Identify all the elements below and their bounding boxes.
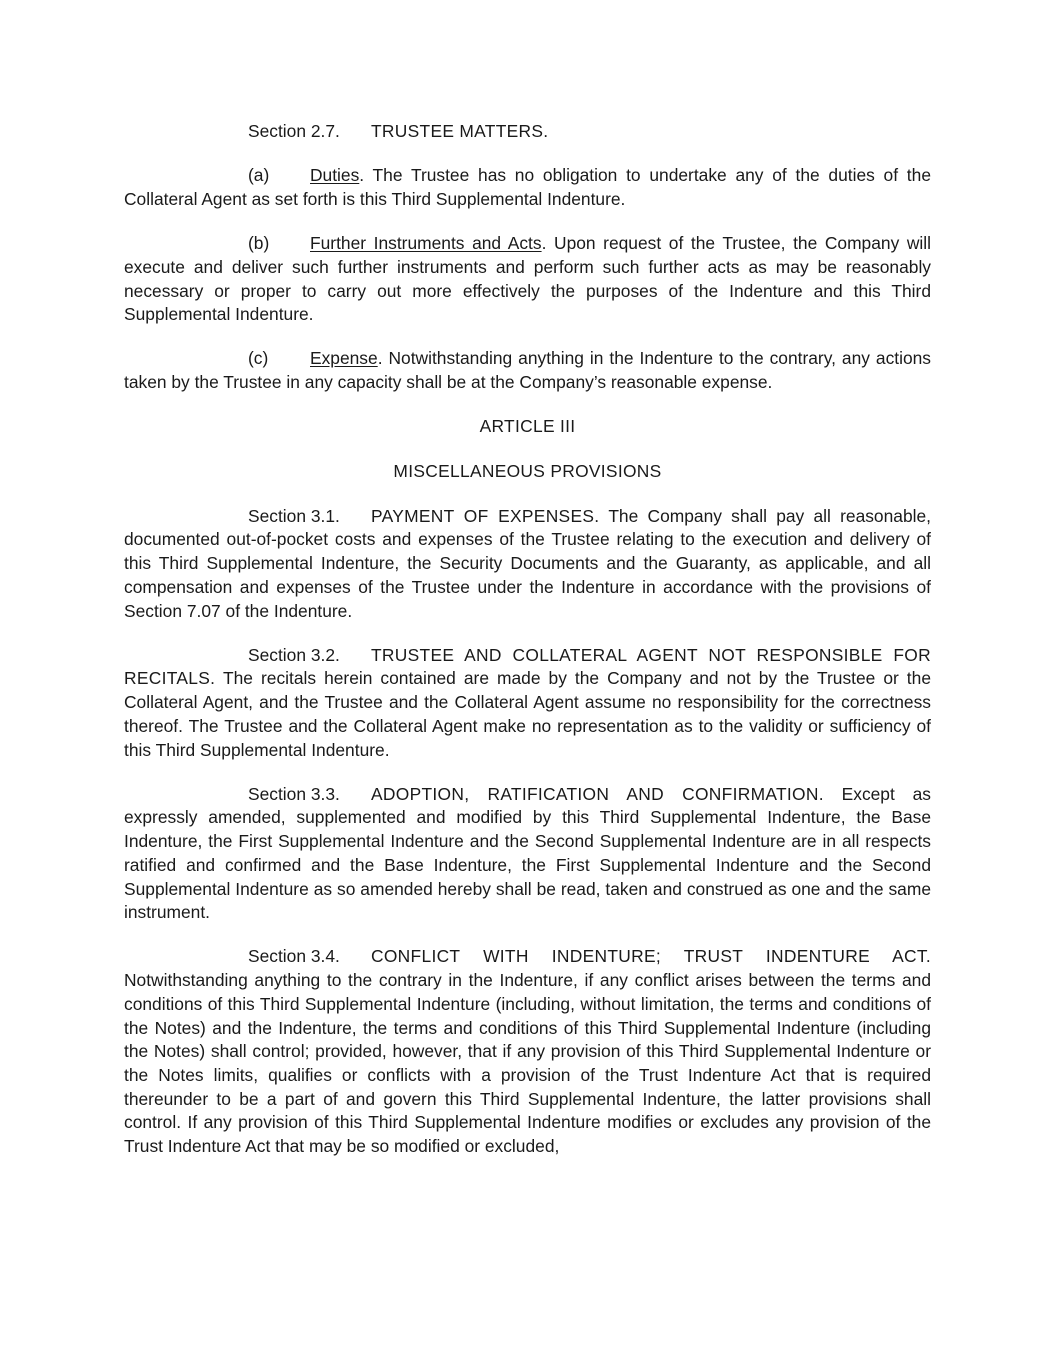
paragraph-2-7-b <box>124 232 931 327</box>
clause-text: . The Trustee has no obligation to undertake any of the duties of the Collateral Agent as set forth is this Third Supplemental Indenture. <box>124 165 931 209</box>
section-title: TRUSTEE MATTERS. <box>371 121 549 141</box>
section-number: Section 2.7. <box>248 121 340 141</box>
section-text: Except as expressly amended, supplemented and modified by this Third Supplemental Indenture, the Base Indenture, the First Supplemental Indenture and the Second Supplemental Indenture are in all respects ratified and confirmed and the Base Indenture, the First Supplemental Indenture and the Second Supplemental Indenture as so amended hereby shall be read, taken and construed as one and the same instrument. <box>124 783 931 923</box>
section-text: The Company shall pay all reasonable, documented out-of-pocket costs and expenses of the Trustee relating to the execution and delivery of this Third Supplemental Indenture, the Security Documents and the Guaranty, as applicable, and all compensation and expenses of the Trustee under the Indenture in accordance with the provisions of Section 7.07 of the Indenture. <box>124 505 931 621</box>
clause-number: (a) <box>248 165 270 186</box>
clause-text: . Notwithstanding anything in the Indenture to the contrary, any actions taken by the Trustee in any capacity shall be at the Company’s reasonable expense. <box>124 348 931 393</box>
clause-number: (c) <box>248 348 269 369</box>
paragraph-2-7-c <box>124 347 931 394</box>
paragraph-2-7-a <box>124 164 931 211</box>
clause-text: . Upon request of the Trustee, the Company will execute and deliver such further instruments and perform such further acts as may be reasonably necessary or proper to carry out more effectively the purposes of the Indenture and this Third Supplemental Indenture. <box>124 233 932 325</box>
article-heading: ARTICLE III <box>479 416 576 437</box>
section-title: CONFLICT WITH INDENTURE; TRUST INDENTURE ACT. <box>371 946 931 967</box>
paragraph-3-2 <box>124 644 931 763</box>
paragraph-3-1 <box>124 505 931 624</box>
section-number: Section 3.1. <box>248 505 340 526</box>
clause-number: (b) <box>248 233 270 254</box>
article-title: MISCELLANEOUS PROVISIONS <box>393 461 662 482</box>
paragraph-3-4 <box>124 945 931 1158</box>
section-number: Section 3.2. <box>248 644 340 665</box>
section-text: The recitals herein contained are made by the Company and not by the Trustee or the Collateral Agent, and the Trustee and the Collateral Agent assume no responsibility for the correctness thereof. The Trustee and the Collateral Agent make no representation as to the validity or sufficiency of this Third Supplemental Indenture. <box>124 668 931 760</box>
section-title: TRUSTEE AND COLLATERAL AGENT NOT RESPONSIBLE FOR RECITALS. <box>124 644 931 689</box>
clause-heading: Expense <box>310 348 378 369</box>
section-title: PAYMENT OF EXPENSES. <box>371 505 600 526</box>
paragraph-3-3 <box>124 783 931 925</box>
section-title: ADOPTION, RATIFICATION AND CONFIRMATION. <box>371 783 824 804</box>
section-number: Section 3.4. <box>248 946 340 967</box>
section-2-7-heading <box>124 120 931 144</box>
section-text: Notwithstanding anything to the contrary in the Indenture, if any conflict arises between the terms and conditions of this Third Supplemental Indenture (including, without limitation, the terms and conditions of the Notes) and the Indenture, the terms and conditions of this Third Supplemental Indenture (including the Notes) shall control; provided, however, that if any provision of this Third Supplemental Indenture or the Notes limits, qualifies or conflicts with a provision of the Trust Indenture Act that is required thereunder to be a part of and govern this Third Supplemental Indenture, the latter provisions shall control. If any provision of this Third Supplemental Indenture modifies or excludes any provision of the Trust Indenture Act that may be so modified or excluded, <box>124 970 931 1157</box>
clause-heading: Duties <box>310 165 360 186</box>
section-number: Section 3.3. <box>248 783 340 804</box>
clause-heading: Further Instruments and Acts <box>310 233 542 254</box>
document-page <box>124 120 931 1179</box>
